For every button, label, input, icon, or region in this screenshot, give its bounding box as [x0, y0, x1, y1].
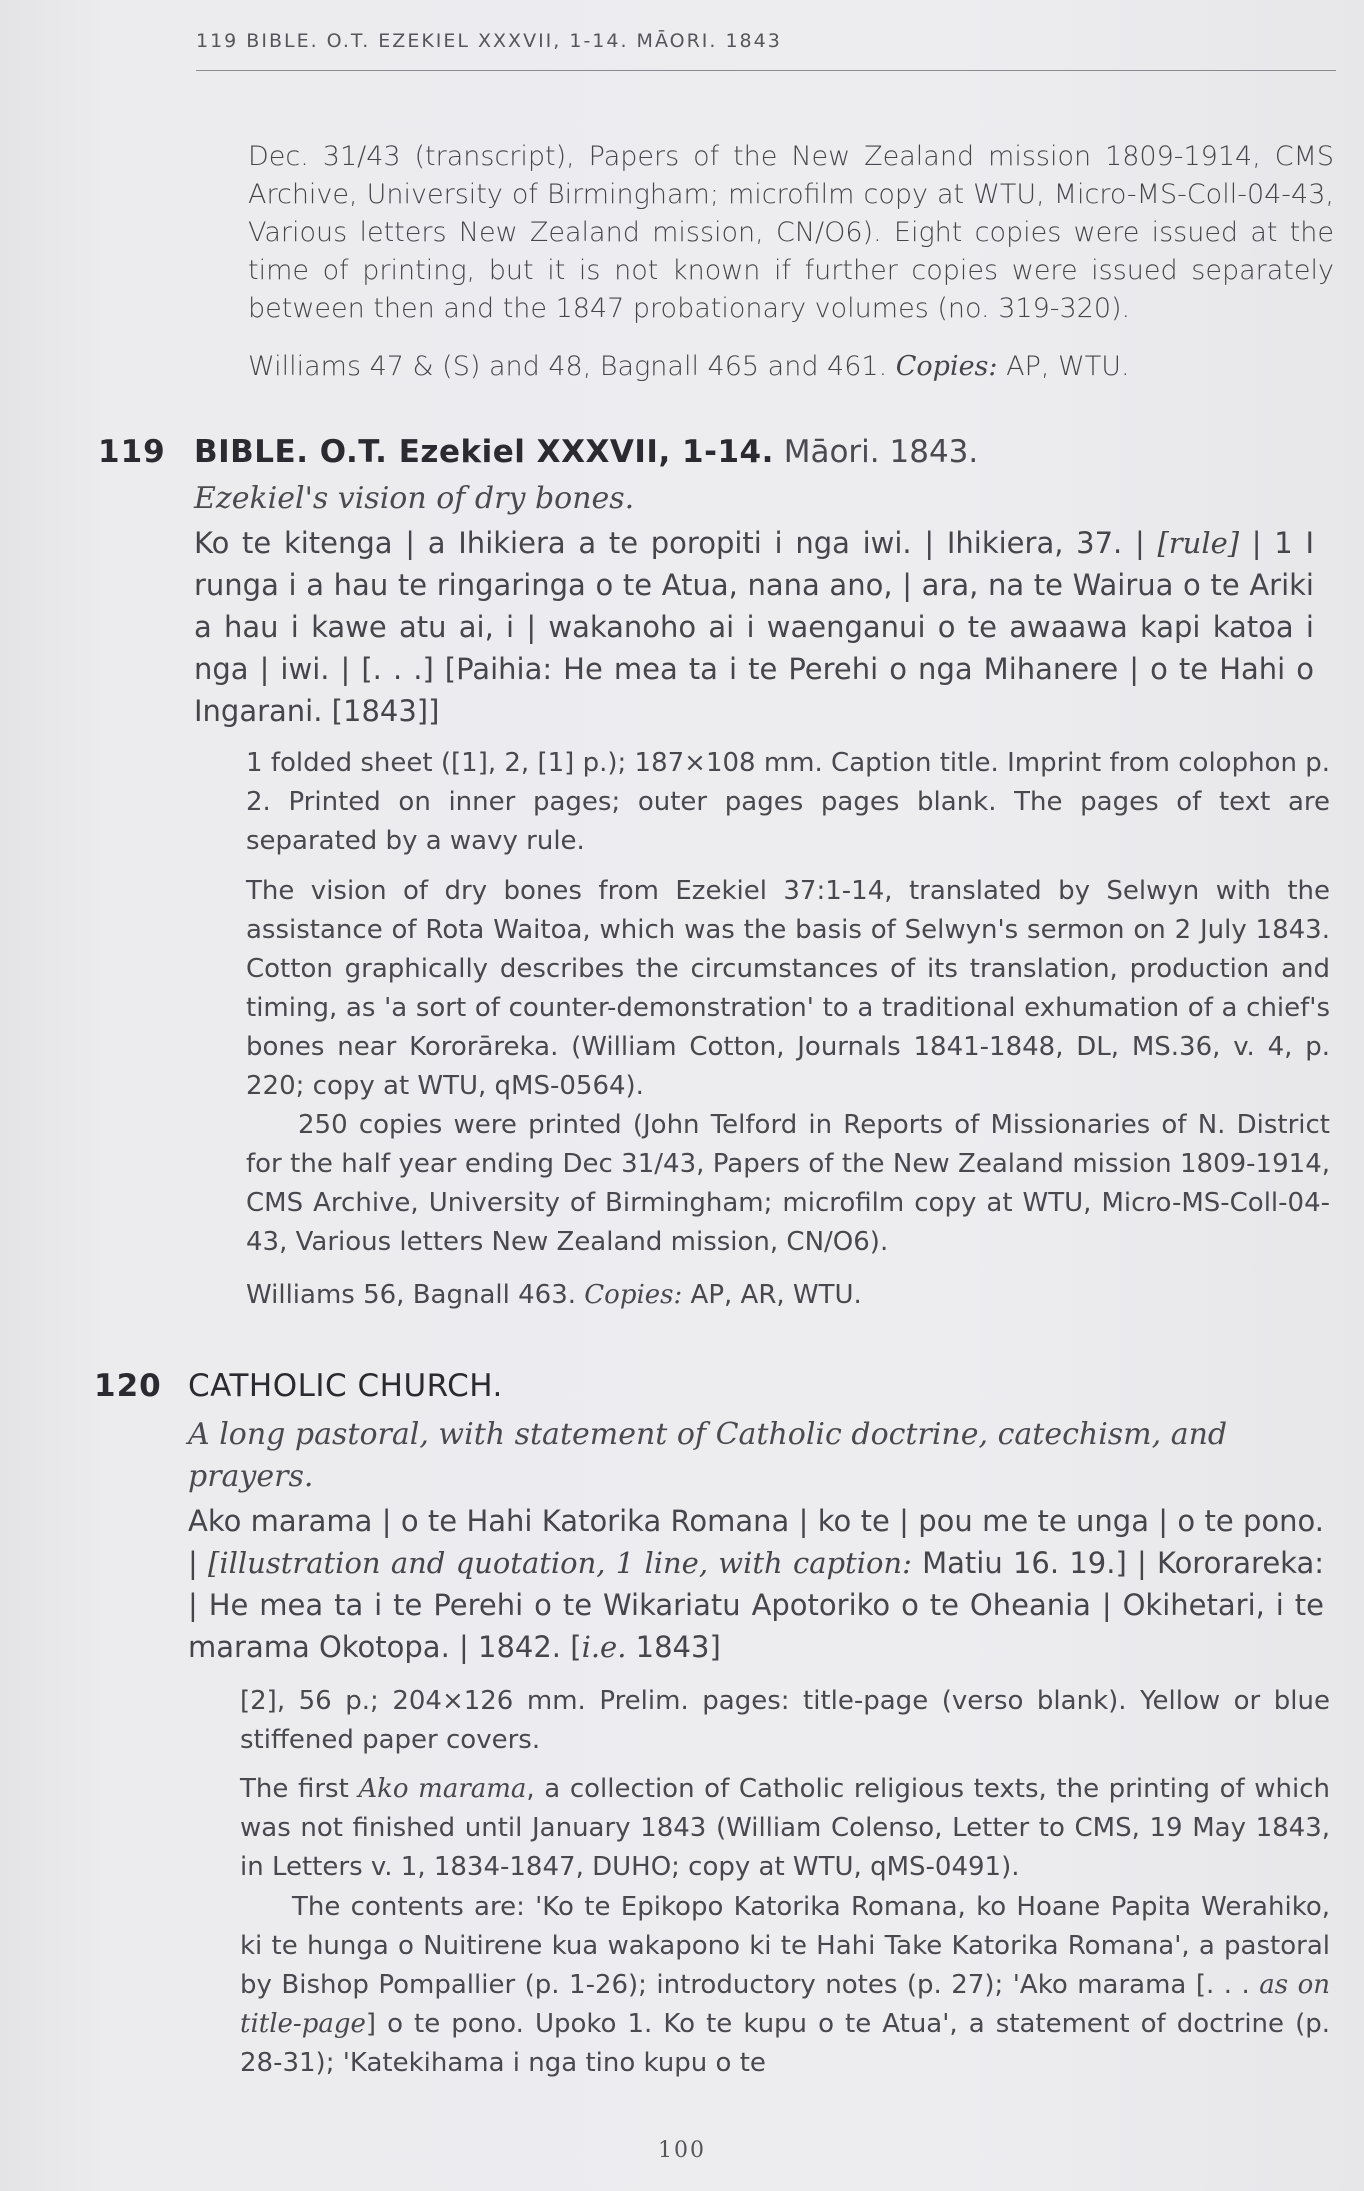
- note-120-b-part-2: ] o te pono. Upoko 1. Ko te kupu o te Atua', a statement of doctrine (p. 28-31); 'Katekihama i nga tino kupu o te: [240, 2009, 1330, 2078]
- transcription-120-part-b: Matiu 16. 19.] | Kororareka: | He mea ta i te Perehi o te Wikariatu Apotoriko o te Oheania | Okihetari, i te marama Okotopa. | 1842. [: [188, 1546, 1324, 1664]
- carryover-refs: Williams 47 & (S) and 48, Bagnall 465 and 461.: [248, 351, 888, 382]
- transcription-120-illustration: [illustration and quotation, 1 line, with caption:: [208, 1546, 912, 1580]
- transcription-120-part-a: Ako marama | o te Hahi Katorika Romana | ko te | pou me te unga | o te pono. |: [188, 1504, 1324, 1580]
- entry-title-120: A long pastoral, with statement of Catholic doctrine, catechism, and prayers.: [188, 1417, 1228, 1494]
- entry-note-119-a: The vision of dry bones from Ezekiel 37:1-14, translated by Selwyn with the assistance of Rota Waitoa, which was the basis of Selwyn's sermon on 2 July 1843. Cotton graphically describes the circumstances of its translation, production and timing, as 'a sort of counter-demonstration' to a traditional exhumation of a chief's bones near Kororāreka. (William Cotton, Journals 1841-1848, DL, MS.36, v. 4, p. 220; copy at WTU, qMS-0564).: [246, 876, 1330, 1101]
- entry-copies-119: AP, AR, WTU.: [690, 1280, 862, 1310]
- entry-note-119-b: 250 copies were printed (John Telford in Reports of Missionaries of N. District for the half year ending Dec 31/43, Papers of the New Zealand mission 1809-1914, CMS Archive, University of Birmingham; microfilm copy at WTU, Micro-MS-Coll-04-43, Various letters New Zealand mission, CN/O6).: [246, 1110, 1330, 1257]
- entry-number-119: 119: [98, 434, 166, 470]
- note-120-b-italic: as on title-page: [240, 1970, 1330, 2039]
- carryover-paragraph: Dec. 31/43 (transcript), Papers of the New Zealand mission 1809-1914, CMS Archive, University of Birmingham; microfilm copy at WTU, Micro-MS-Coll-04-43, Various letters New Zealand mission, CN/O6). Eight copies were issued at the time of printing, but it is not known if further copies were issued separately between then and the 1847 probationary volumes (no. 319-320).: [248, 141, 1334, 324]
- note-120-b-part-1: The contents are: 'Ko te Epikopo Katorika Romana, ko Hoane Papita Werahiko, ki te hunga o Nuitirene kua wakapono ki te Hahi Take Katorika Romana', a pastoral by Bishop Pompallier (p. 1-26); introductory notes (p. 27); 'Ako marama [. . .: [240, 1892, 1330, 2000]
- transcription-119-part-a: Ko te kitenga | a Ihikiera a te poropiti i nga iwi. | Ihikiera, 37. |: [194, 526, 1158, 560]
- carryover-references: [248, 348, 1334, 386]
- entry-note-120-a: [240, 1770, 1330, 1887]
- entry-collation-120: [2], 56 p.; 204×126 mm. Prelim. pages: title-page (verso blank). Yellow or blue stiffened paper covers.: [240, 1686, 1330, 1755]
- carryover-copies: AP, WTU.: [1006, 351, 1130, 382]
- transcription-120-part-c: 1843]: [626, 1630, 721, 1664]
- header-rule: [196, 70, 1336, 71]
- transcription-119-part-b: | 1 I runga i a hau te ringaringa o te Atua, nana ano, | ara, na te Wairua o te Ariki a hau i kawe atu ai, i | wakanoho ai i waenganui o te awaawa kapi katoa i nga | iwi. | [. . .] [Paihia: He mea ta i te Perehi o nga Mihanere | o te Hahi o Ingarani. [1843]]: [194, 526, 1314, 728]
- entry-heading-119-lang-date: Māori. 1843.: [783, 434, 979, 470]
- entry-heading-120-main: CATHOLIC CHURCH.: [188, 1368, 503, 1404]
- transcription-119-rule: [rule]: [1157, 526, 1240, 560]
- entry-heading-120: [188, 1368, 503, 1404]
- entry-refs-119: Williams 56, Bagnall 463.: [246, 1280, 577, 1310]
- carryover-copies-label: Copies:: [895, 351, 998, 382]
- note-120-a-part-2: , a collection of Catholic religious texts, the printing of which was not finished until January 1843 (William Colenso, Letter to CMS, 19 May 1843, in Letters v. 1, 1834-1847, DUHO; copy at WTU, qMS-0491).: [240, 1774, 1330, 1882]
- note-120-a-italic: Ako marama: [358, 1774, 527, 1804]
- transcription-120-ie: i.e.: [581, 1630, 627, 1664]
- note-120-a-part-1: The first: [240, 1774, 359, 1804]
- entry-copies-label-119: Copies:: [584, 1280, 683, 1310]
- entry-number-120: 120: [94, 1368, 162, 1404]
- page-number: 100: [658, 2138, 706, 2163]
- entry-heading-119: [194, 434, 978, 470]
- entry-transcription-119: [194, 522, 1314, 732]
- entry-transcription-120: [188, 1500, 1324, 1668]
- running-head: 119 BIBLE. O.T. EZEKIEL XXXVII, 1-14. MĀORI. 1843: [196, 30, 782, 52]
- entry-collation-119: 1 folded sheet ([1], 2, [1] p.); 187×108 mm. Caption title. Imprint from colophon p. 2. Printed on inner pages; outer pages pages blank. The pages of text are separated by a wavy rule.: [246, 748, 1330, 856]
- entry-references-119: [246, 1276, 1330, 1315]
- entry-note-120-b: [240, 1888, 1330, 2083]
- entry-title-119: Ezekiel's vision of dry bones.: [194, 481, 635, 516]
- entry-heading-119-main: BIBLE. O.T. Ezekiel XXXVII, 1-14.: [194, 434, 774, 470]
